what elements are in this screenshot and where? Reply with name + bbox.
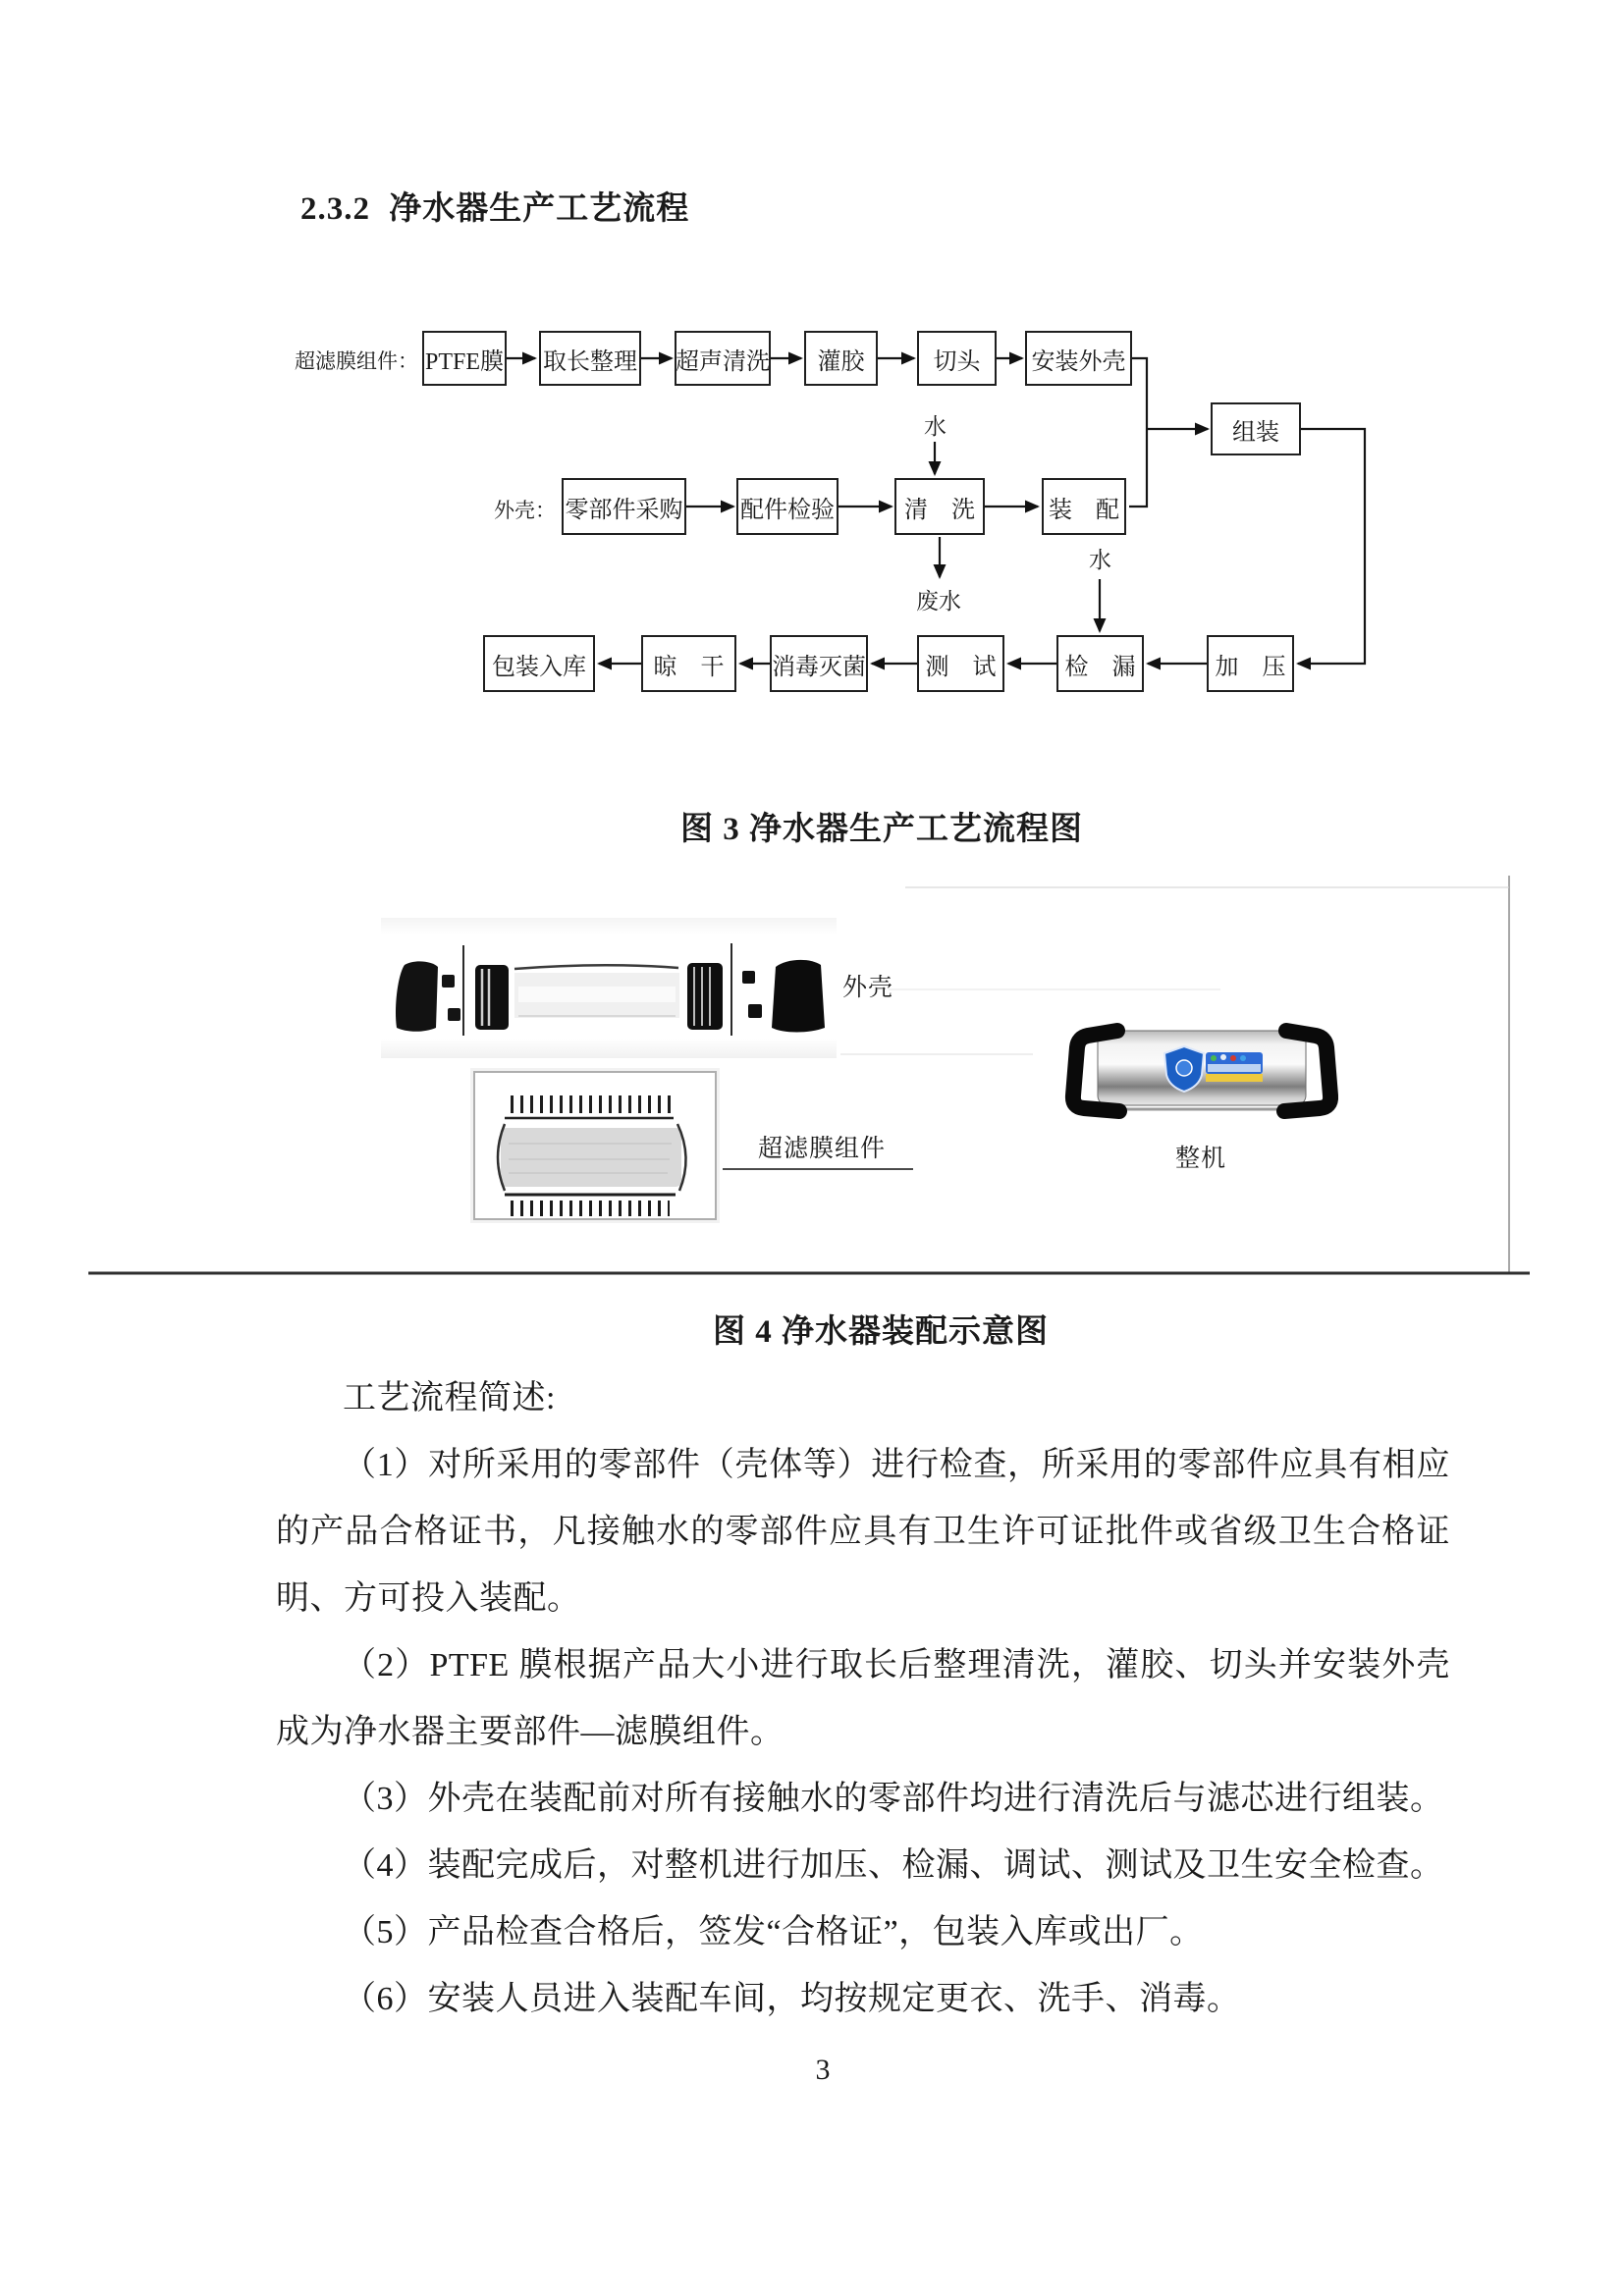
figure4-caption: 图 4 净水器装配示意图 <box>713 1314 1049 1350</box>
process-step-2: （2）PTFE 膜根据产品大小进行取长后整理清洗，灌胶、切头并安装外壳成为净水器主要部件—滤膜组件。 <box>276 1647 1450 1750</box>
whole-machine-photo <box>1058 1019 1345 1121</box>
flow-box-test: 测 试 <box>917 635 1004 692</box>
membrane-module-illustration <box>475 1073 715 1218</box>
page-number: 3 <box>815 2054 831 2086</box>
flow-box-parts-purchase: 零部件采购 <box>562 478 686 535</box>
water-in-leak-label: 水 <box>1089 548 1111 572</box>
lane-label-housing: 外壳： <box>494 499 556 522</box>
process-description-intro: 工艺流程简述: <box>343 1380 556 1416</box>
membrane-module-photo <box>473 1071 717 1220</box>
membrane-module-label: 超滤膜组件 <box>758 1136 887 1162</box>
housing-parts-illustration <box>381 918 837 1058</box>
flow-box-cut-to-length: 取长整理 <box>539 331 641 386</box>
flow-box-glue-potting: 灌胶 <box>804 331 878 386</box>
flow-box-dry: 晾 干 <box>641 635 736 692</box>
process-step-5: （5）产品检查合格后，签发“合格证”，包装入库或出厂。 <box>343 1914 1204 1950</box>
water-in-wash-label: 水 <box>924 414 947 439</box>
whole-machine-illustration <box>1058 1019 1345 1121</box>
housing-label: 外壳 <box>842 975 894 1001</box>
flow-box-install-housing: 安装外壳 <box>1025 331 1132 386</box>
flow-box-leak-check: 检 漏 <box>1056 635 1144 692</box>
process-step-4: （4）装配完成后，对整机进行加压、检漏、调试、测试及卫生安全检查。 <box>343 1847 1444 1884</box>
flow-box-pack-store: 包装入库 <box>483 635 595 692</box>
process-step-6: （6）安装人员进入装配车间，均按规定更衣、洗手、消毒。 <box>343 1981 1241 2017</box>
flow-box-fit: 装 配 <box>1042 478 1126 535</box>
process-step-3: （3）外壳在装配前对所有接触水的零部件均进行清洗后与滤芯进行组装。 <box>343 1781 1444 1817</box>
figure3-caption: 图 3 净水器生产工艺流程图 <box>680 812 1083 847</box>
flow-box-assemble: 组装 <box>1211 402 1301 455</box>
whole-machine-label: 整机 <box>1175 1146 1227 1172</box>
flow-box-wash: 清 洗 <box>894 478 985 535</box>
flow-box-cut-head: 切头 <box>917 331 997 386</box>
waste-water-label: 废水 <box>916 589 961 614</box>
lane-label-membrane: 超滤膜组件： <box>295 349 418 373</box>
process-step-1: （1）对所采用的零部件（壳体等）进行检查，所采用的零部件应具有相应的产品合格证书，凡接触水的零部件应具有卫生许可证批件或省级卫生合格证明、方可投入装配。 <box>276 1447 1450 1617</box>
flow-box-pressurize: 加 压 <box>1207 635 1294 692</box>
housing-parts-photo <box>381 918 837 1058</box>
flow-box-ptfe-membrane: PTFE膜 <box>422 331 507 386</box>
flow-box-ultrasonic-clean: 超声清洗 <box>675 331 771 386</box>
flow-box-disinfect: 消毒灭菌 <box>770 635 868 692</box>
flow-box-parts-inspect: 配件检验 <box>736 478 839 535</box>
section-heading: 2.3.2 净水器生产工艺流程 <box>300 191 690 227</box>
process-description <box>276 1365 1450 2033</box>
